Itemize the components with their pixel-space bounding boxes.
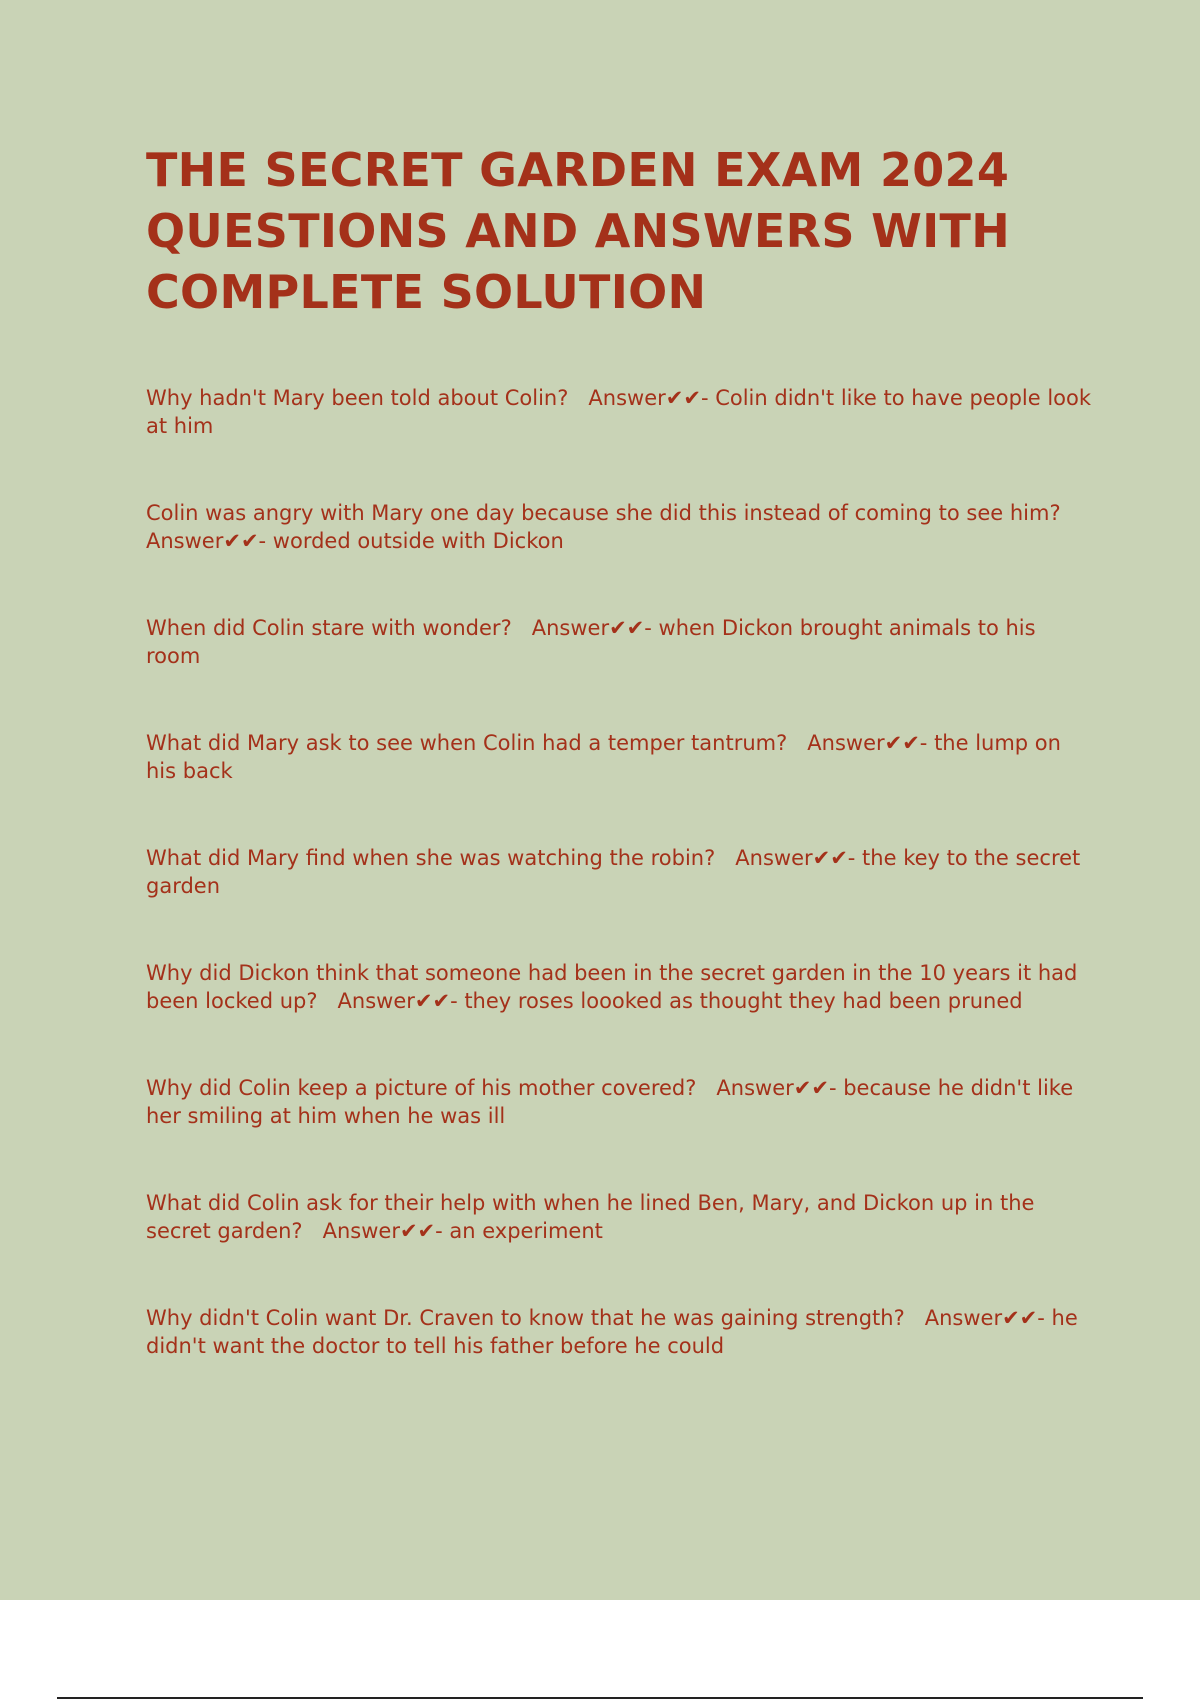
qa-item: What did Mary find when she was watching the robin? Answer✔✔- the key to the secret garden bbox=[146, 846, 1087, 898]
document-title: THE SECRET GARDEN EXAM 2024 QUESTIONS AND ANSWERS WITH COMPLETE SOLUTION bbox=[146, 143, 1011, 319]
footer-divider bbox=[57, 1697, 1143, 1699]
document-content bbox=[146, 140, 1096, 1419]
qa-item: What did Colin ask for their help with when he lined Ben, Mary, and Dickon up in the secret garden? Answer✔✔- an experiment bbox=[146, 1191, 1042, 1243]
qa-item: When did Colin stare with wonder? Answer✔✔- when Dickon brought animals to his room bbox=[146, 616, 1043, 668]
qa-item: Why hadn't Mary been told about Colin? Answer✔✔- Colin didn't like to have people look at him bbox=[146, 386, 1098, 438]
qa-item: Why did Colin keep a picture of his mother covered? Answer✔✔- because he didn't like her smiling at him when he was ill bbox=[146, 1076, 1080, 1128]
qa-item: What did Mary ask to see when Colin had a temper tantrum? Answer✔✔- the lump on his back bbox=[146, 731, 1068, 783]
qa-item: Colin was angry with Mary one day because she did this instead of coming to see him? Answer✔✔- worded outside with Dickon bbox=[146, 501, 1081, 553]
qa-list bbox=[146, 384, 1096, 1360]
qa-item: Why didn't Colin want Dr. Craven to know that he was gaining strength? Answer✔✔- he didn't want the doctor to tell his father before he could bbox=[146, 1306, 1085, 1358]
qa-item: Why did Dickon think that someone had been in the secret garden in the 10 years it had been locked up? Answer✔✔- they roses loooked as thought they had been pruned bbox=[146, 961, 1085, 1013]
